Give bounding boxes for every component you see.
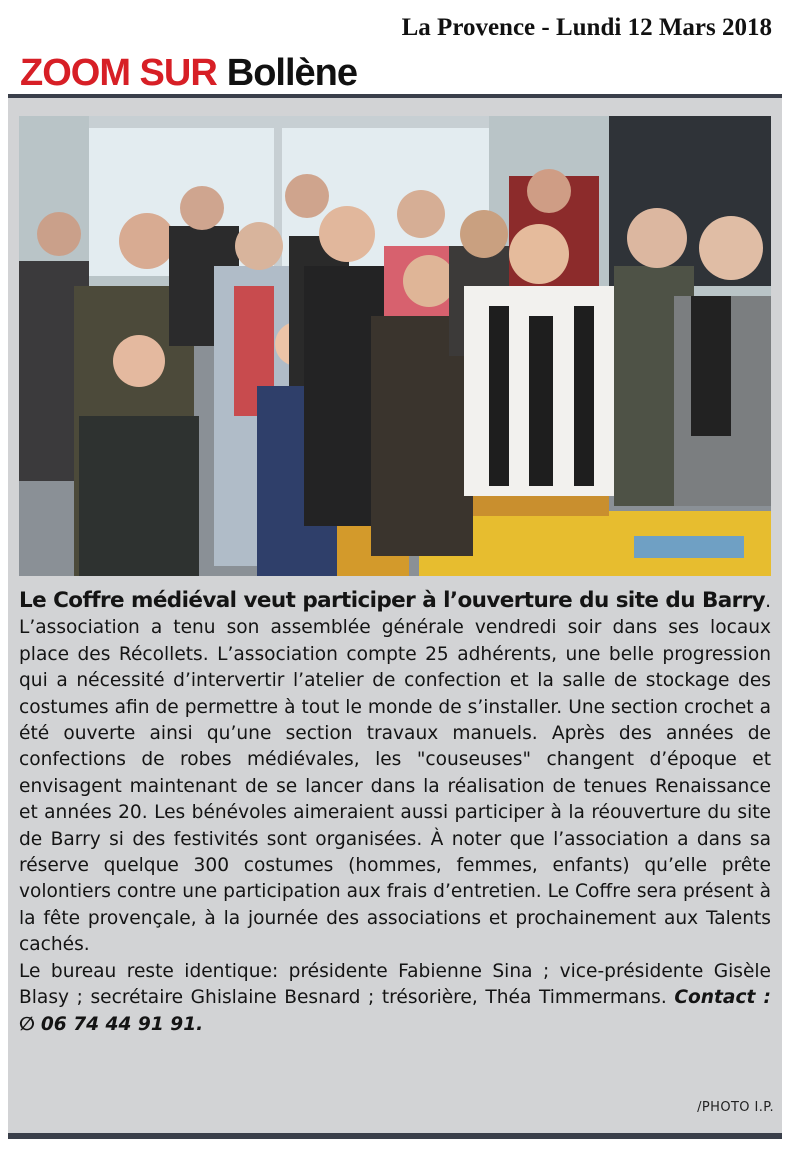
board-members: Le bureau reste identique: présidente Fabienne Sina ; vice-présidente Gisèle Blasy ; secrétaire Ghislaine Besnard ; trésorière, Théa Timmermans. [19, 960, 771, 1009]
phone-icon: ∅ [19, 1013, 35, 1035]
newspaper-masthead: La Provence - Lundi 12 Mars 2018 [401, 14, 772, 41]
contact-label: Contact : [674, 987, 771, 1009]
group-photo-illustration [19, 116, 771, 576]
section-label: ZOOM SUR [20, 52, 217, 94]
article-headline: Le Coffre médiéval veut participer à l’ouverture du site du Barry [19, 588, 766, 613]
board-paragraph [19, 959, 771, 1038]
group-photo [19, 116, 771, 576]
bottom-rule [8, 1133, 782, 1139]
contact-phone: 06 74 44 91 91. [40, 1013, 204, 1035]
section-town: Bollène [226, 52, 358, 94]
photo-credit: /PHOTO I.P. [697, 1100, 774, 1115]
article-paragraph [19, 588, 771, 959]
article-text [19, 588, 771, 1038]
section-heading [20, 52, 357, 95]
article-panel [8, 98, 782, 1133]
article-body: L’association a tenu son assemblée générale vendredi soir dans ses locaux place des Récollets. L’association compte 25 adhérents, une belle progression qui a nécessité d’intervertir l’atelier de confection et la salle de stockage des costumes afin de permettre à tout le monde de s’installer. Une section crochet a été ouverte ainsi qu’une section travaux manuels. Après des années de confections de robes médiévales, les "couseuses" changent d’époque et envisagent maintenant de se lancer dans la réalisation de tenues Renaissance et années 20. Les bénévoles aimeraient aussi participer à la réouverture du site de Barry si des festivités sont organisées. À noter que l’association a dans sa réserve quelque 300 costumes (hommes, femmes, enfants) qu’elle prête volontiers contre une participation aux frais d’entretien. Le Coffre sera présent à la fête provençale, à la journée des associations et prochainement aux Talents cachés. [19, 617, 771, 956]
headline-period: . [765, 591, 771, 612]
